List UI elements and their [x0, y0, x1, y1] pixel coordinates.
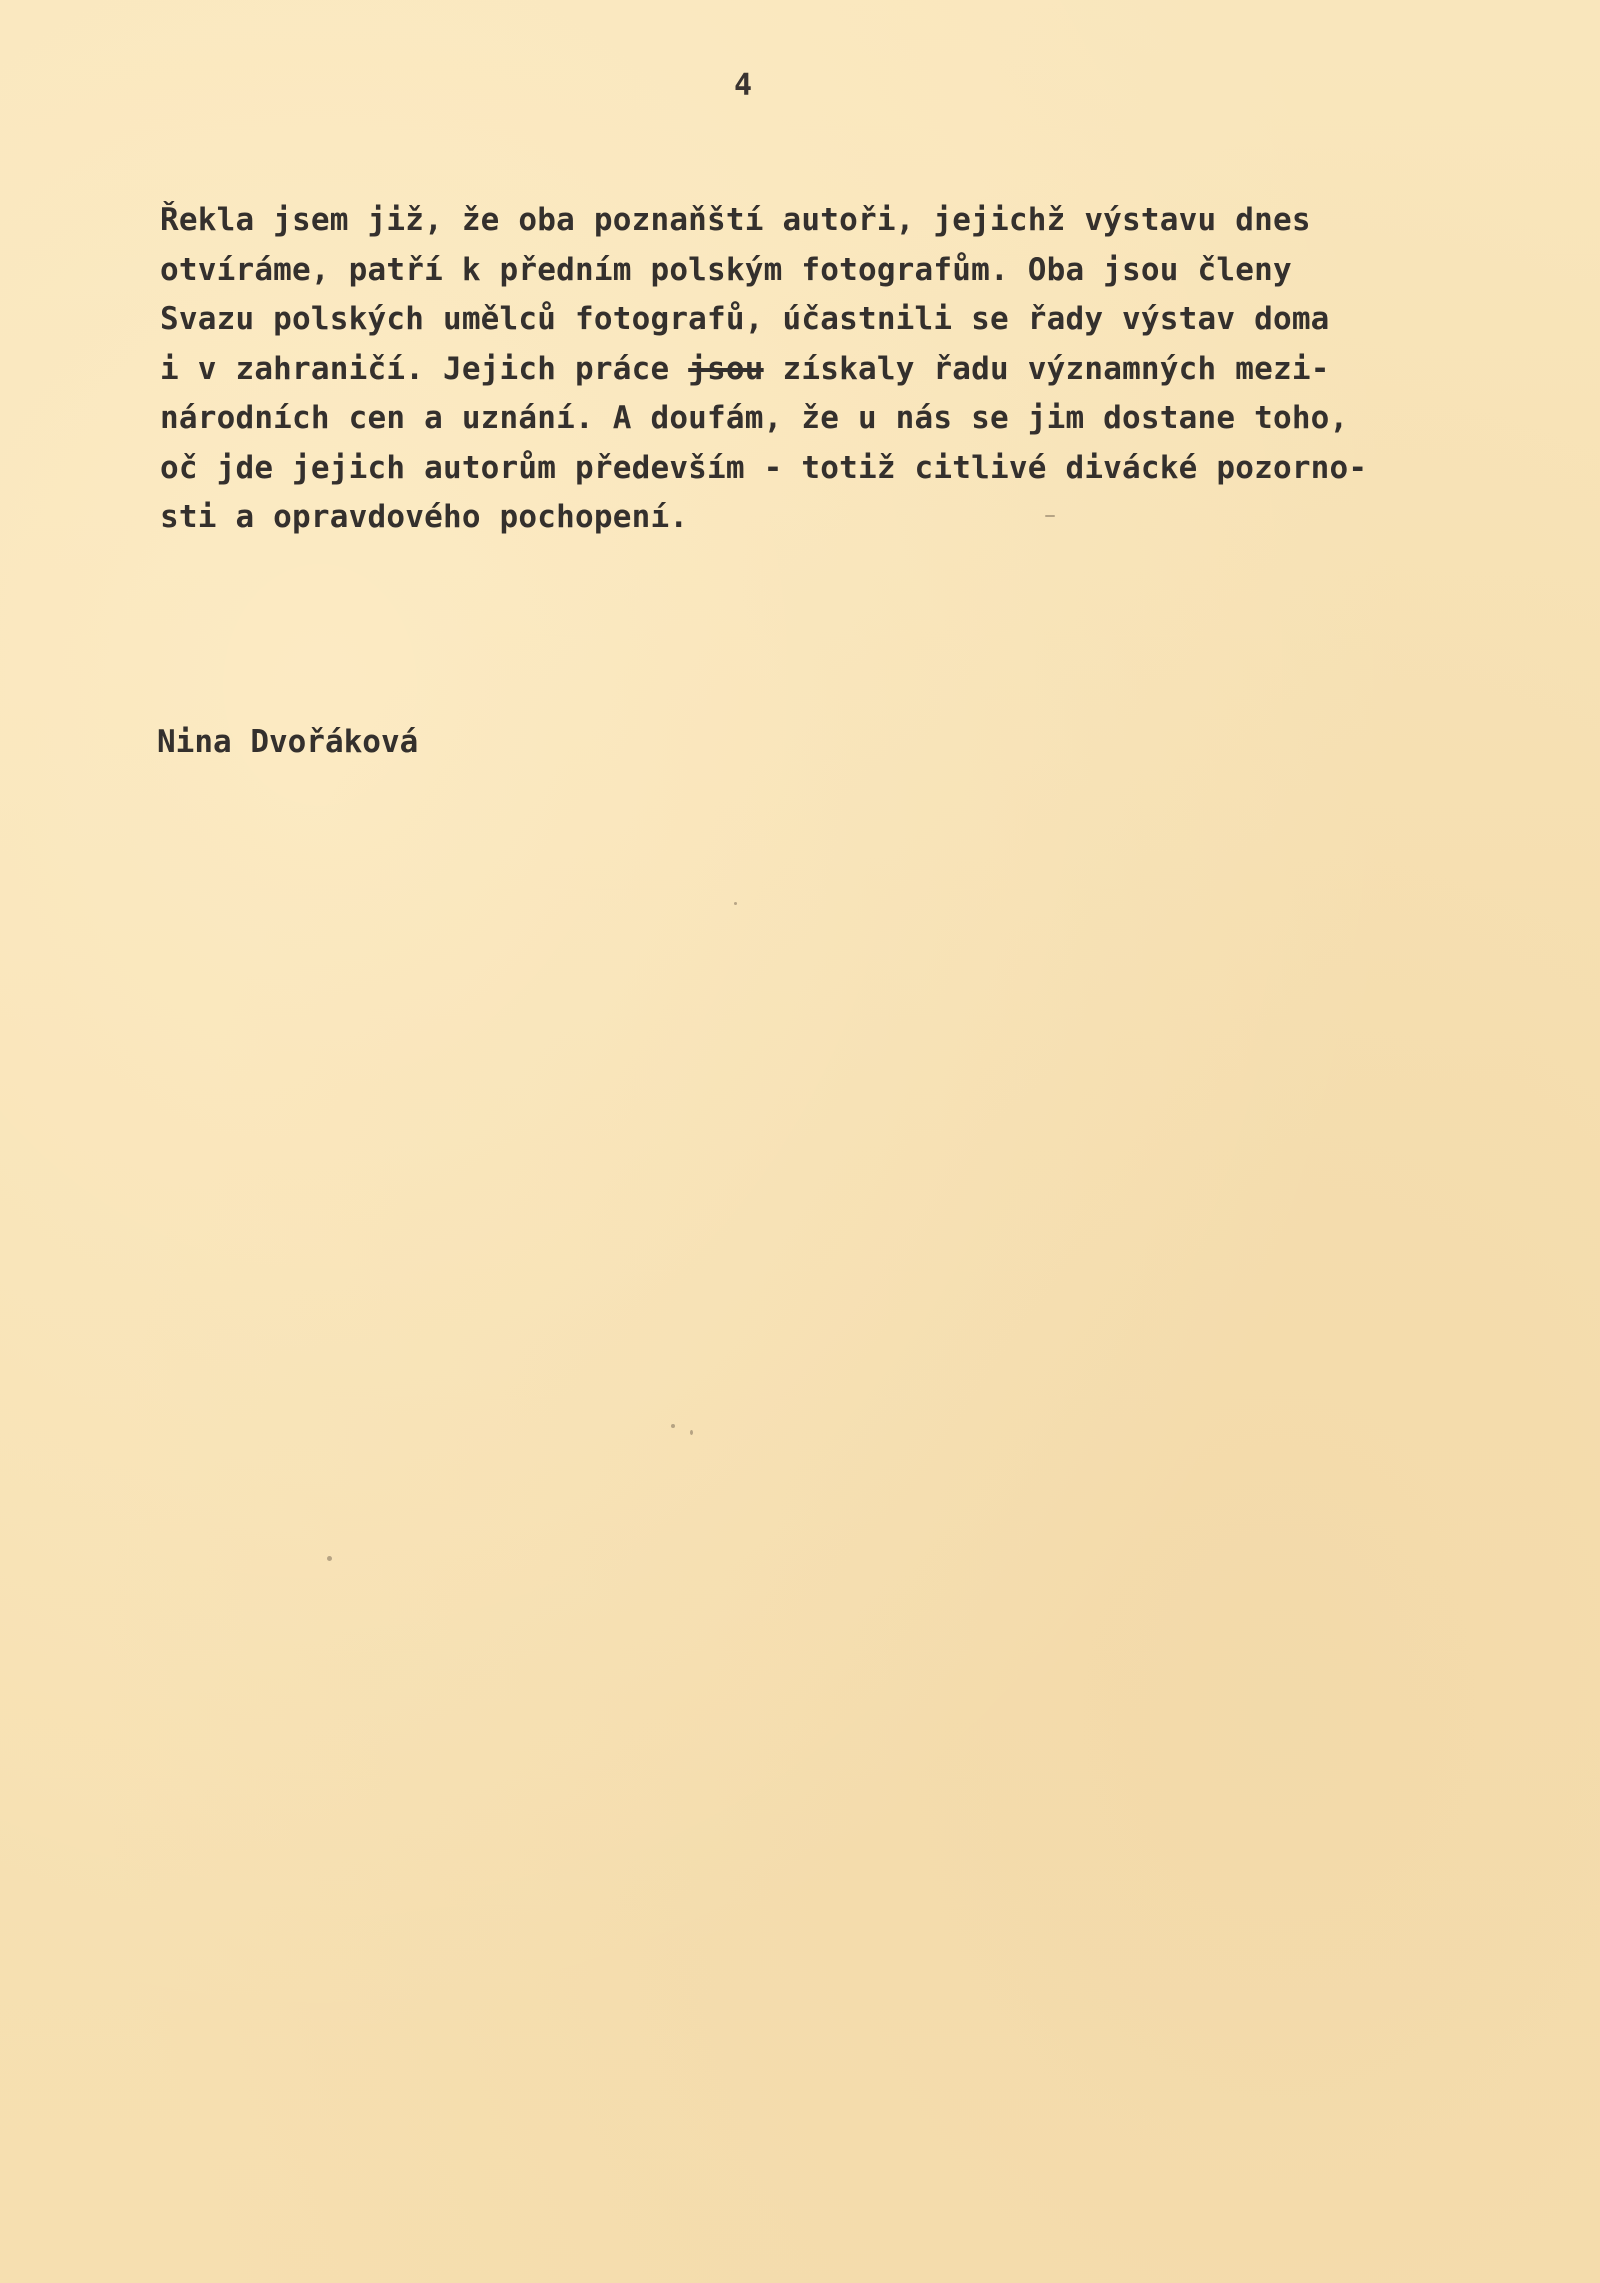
- paragraph-line: otvíráme, patří k předním polským fotografům. Oba jsou členy: [160, 251, 1292, 288]
- line-text-before-strike: i v zahraničí. Jejich práce: [160, 350, 689, 387]
- paragraph-line: oč jde jejich autorům především - totiž citlivé divácké pozorno-: [160, 449, 1368, 486]
- paragraph-line: Řekla jsem již, že oba poznaňští autoři, jejichž výstavu dnes: [160, 202, 1311, 238]
- paper-speck: [734, 902, 737, 905]
- paper-speck: [327, 1556, 332, 1561]
- struck-out-word: jsou: [688, 350, 764, 387]
- line-text-after-strike: získaly řadu významných mezi-: [763, 350, 1330, 387]
- paragraph-line: Svazu polských umělců fotografů, účastnili se řady výstav doma: [160, 301, 1330, 337]
- paragraph-line: sti a opravdového pochopení.: [160, 499, 689, 535]
- author-signature: Nina Dvořáková: [157, 724, 419, 760]
- page-number: 4: [733, 68, 753, 103]
- paper-speck: [1045, 515, 1055, 517]
- body-paragraph: [160, 196, 1500, 543]
- paper-speck: [690, 1430, 693, 1435]
- paragraph-line: [160, 345, 1500, 395]
- paragraph-line: národních cen a uznání. A doufám, že u nás se jim dostane toho,: [160, 400, 1349, 436]
- paper-speck: [671, 1424, 675, 1428]
